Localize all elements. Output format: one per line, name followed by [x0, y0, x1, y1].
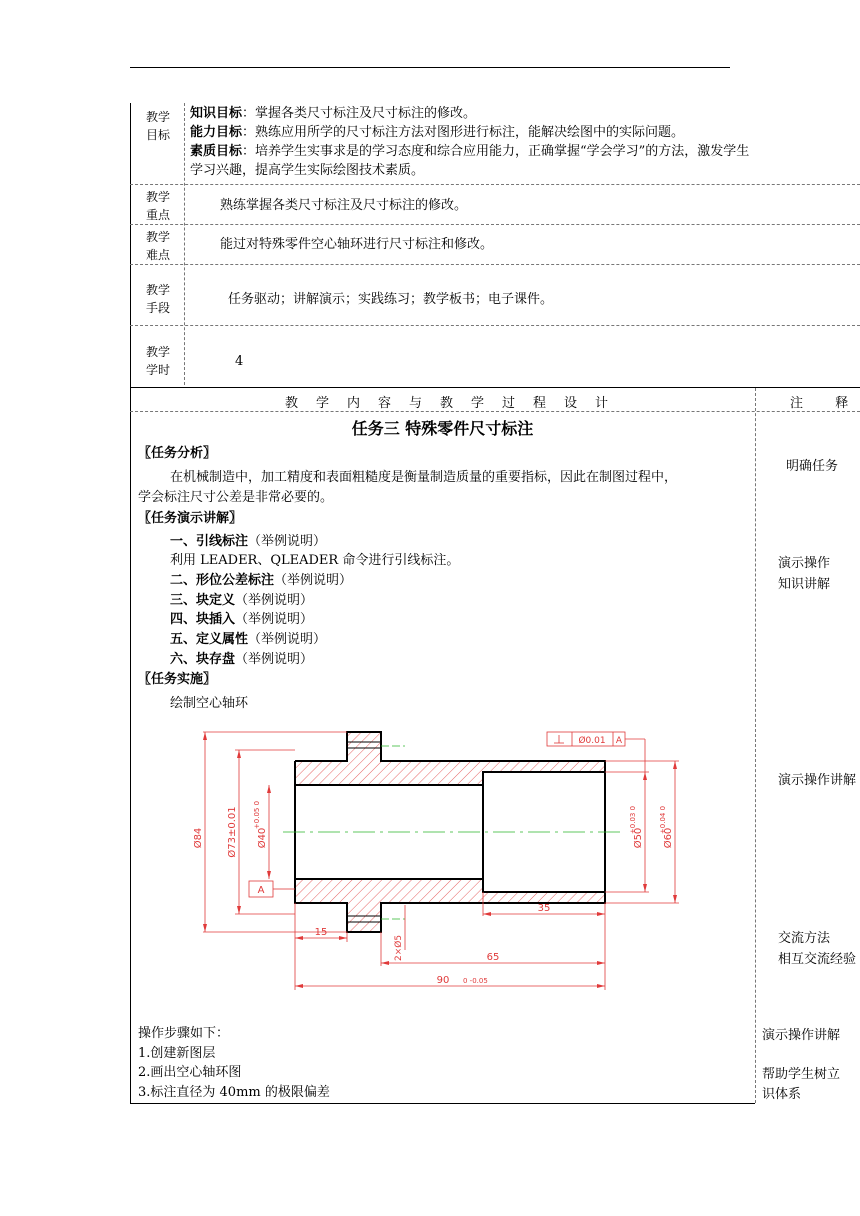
content-column-header: 教学内容与教学过程设计 [285, 396, 627, 411]
steps-heading: 操作步骤如下： [138, 1026, 230, 1041]
dim-90-tol: 0 -0.05 [463, 977, 488, 985]
row-divider [130, 184, 860, 185]
impl-heading: 〖任务实施〗 [138, 672, 217, 687]
task-title: 任务三 特殊零件尺寸标注 [351, 419, 534, 438]
demo-item-6: 六、块存盘（举例说明） [170, 652, 314, 667]
note-help-students: 帮助学生树立 [762, 1067, 841, 1082]
objectives-content [190, 104, 860, 180]
note-share-experience: 相互交流经验 [778, 952, 857, 967]
note-knowledge-system: 识体系 [762, 1087, 802, 1102]
hours-label: 教学 学时 [145, 345, 170, 377]
hours-value: 4 [235, 354, 244, 369]
difficulty-text: 能过对特殊零件空心轴环进行尺寸标注和修改。 [220, 237, 494, 252]
analysis-line-2: 学会标注尺寸公差是非常必要的。 [138, 490, 334, 505]
table-bottom-border [130, 1103, 755, 1104]
dim-40: Ø40 [257, 827, 268, 849]
focus-text: 熟练掌握各类尺寸标注及尺寸标注的修改。 [220, 198, 468, 213]
note-demo-explain: 演示操作讲解 [778, 773, 857, 788]
dim-65: 65 [486, 952, 500, 963]
dim-50: Ø50 [633, 827, 644, 849]
demo-item-1: 一、引线标注（举例说明） [170, 534, 327, 549]
perpendicular-symbol [554, 735, 564, 743]
quality-text: ：培养学生实事求是的学习态度和综合应用能力，正确掌握“学会学习”的方法，激发学生 [242, 144, 750, 159]
quality-text-2: 学习兴趣，提高学生实际绘图技术素质。 [190, 163, 425, 178]
knowledge-title: 知识目标 [190, 106, 243, 121]
quality-title: 素质目标 [190, 144, 243, 159]
dim-60: Ø60 [663, 827, 674, 849]
dim-2x5: 2×Ø5 [394, 934, 404, 962]
table-left-border [130, 103, 131, 1103]
demo-item-2: 二、形位公差标注（举例说明） [170, 573, 353, 588]
means-text: 任务驱动；讲解演示；实践练习；教学板书；电子课件。 [228, 292, 554, 307]
row-divider [130, 264, 860, 265]
datum-a: A [257, 885, 265, 896]
means-label: 教学 手段 [145, 283, 170, 315]
label-column-divider [184, 103, 185, 385]
dim-50-tol: +0.03 0 [629, 805, 637, 835]
dim-90: 90 [436, 975, 450, 986]
note-exchange: 交流方法 [778, 931, 831, 946]
fcf-tolerance: Ø0.01 [578, 736, 606, 746]
demo-heading: 〖任务演示讲解〗 [138, 511, 243, 526]
dim-40-tol: +0.05 0 [253, 800, 261, 830]
demo-item-3: 三、块定义（举例说明） [170, 593, 314, 608]
analysis-heading: 〖任务分析〗 [138, 446, 217, 461]
demo-item-1-detail: 利用 LEADER、QLEADER 命令进行引线标注。 [170, 553, 460, 568]
note-demo-explain-2: 演示操作讲解 [762, 1028, 841, 1043]
focus-label: 教学 重点 [145, 190, 170, 222]
notes-column-header: 注 释 [790, 396, 857, 411]
dim-84: Ø84 [193, 827, 204, 849]
impl-text: 绘制空心轴环 [170, 696, 249, 711]
fcf-datum: A [615, 736, 623, 746]
objectives-label: 教学 目标 [145, 110, 170, 142]
dim-73: Ø73±0.01 [227, 806, 238, 858]
row-divider [130, 325, 860, 326]
header-rule [130, 67, 730, 68]
note-demo: 演示操作 [778, 556, 831, 571]
dim-15: 15 [314, 927, 328, 938]
step-2: 2.画出空心轴环图 [138, 1065, 242, 1080]
dim-35: 35 [537, 903, 551, 914]
row-divider [130, 224, 860, 225]
section-divider [130, 387, 860, 388]
dim-60-tol: +0.04 0 [659, 805, 667, 835]
hollow-collar-drawing [185, 720, 695, 1000]
note-clarify-task: 明确任务 [786, 459, 839, 474]
difficulty-label: 教学 难点 [145, 230, 170, 262]
step-3: 3.标注直径为 40mm 的极限偏差 [138, 1085, 330, 1100]
step-1: 1.创建新图层 [138, 1046, 216, 1061]
row-divider [130, 411, 860, 412]
demo-item-5: 五、定义属性（举例说明） [170, 632, 327, 647]
notes-column-divider [755, 388, 756, 1103]
demo-item-4: 四、块插入（举例说明） [170, 612, 314, 627]
ability-text: ：熟练应用所学的尺寸标注方法对图形进行标注，能解决绘图中的实际问题。 [242, 125, 685, 140]
knowledge-text: ：掌握各类尺寸标注及尺寸标注的修改。 [242, 106, 477, 121]
ability-title: 能力目标 [190, 125, 243, 140]
analysis-line-1: 在机械制造中，加工精度和表面粗糙度是衡量制造质量的重要指标，因此在制图过程中， [170, 470, 678, 485]
note-knowledge: 知识讲解 [778, 577, 831, 592]
